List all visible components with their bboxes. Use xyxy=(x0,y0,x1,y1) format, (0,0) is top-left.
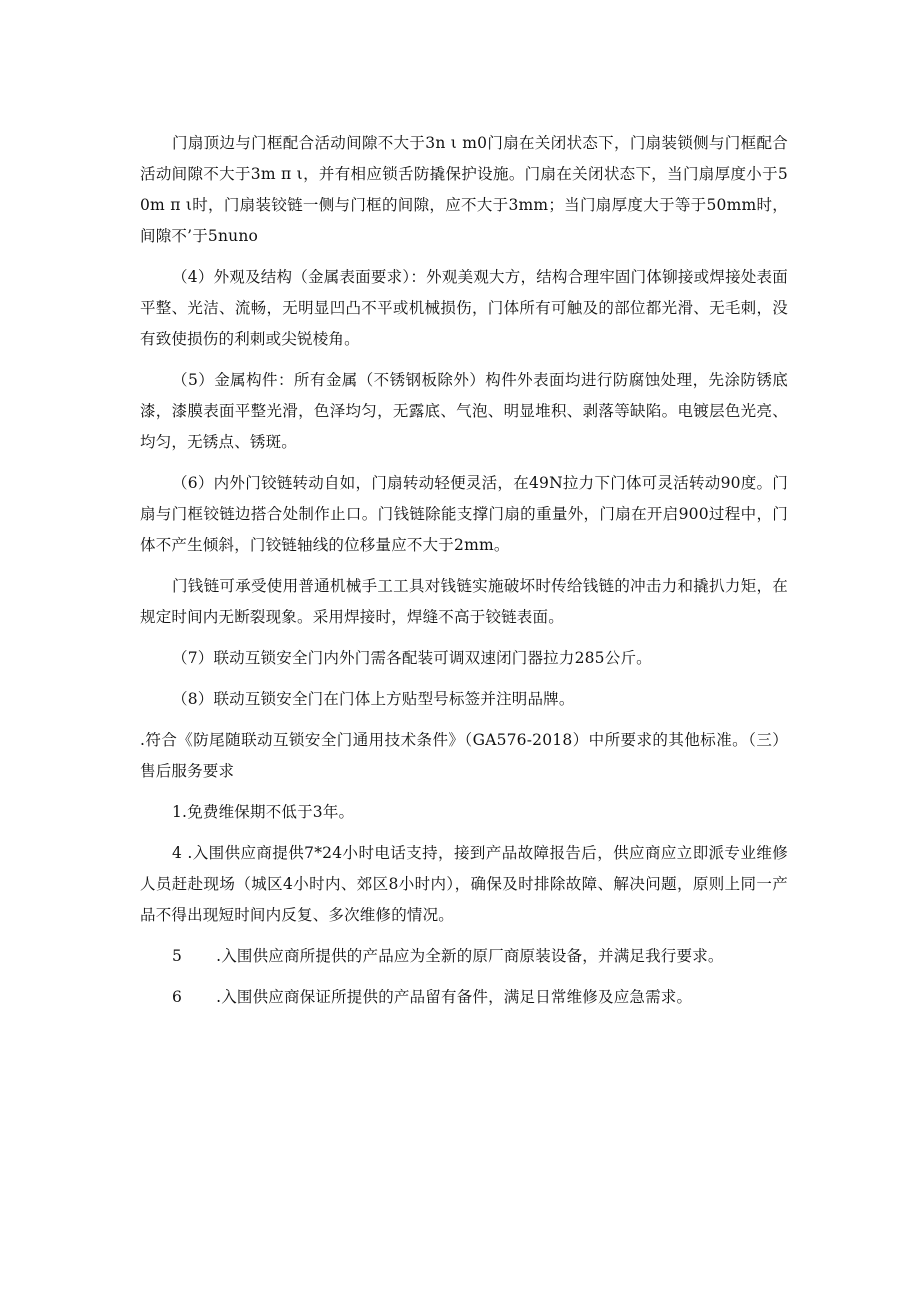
list-item-text: .入围供应商所提供的产品应为全新的原厂商原装设备，并满足我行要求。 xyxy=(216,947,724,965)
paragraph-door-closer: （7）联动互锁安全门内外门需各配装可调双速闭门器拉力285公斤。 xyxy=(172,649,652,667)
list-item xyxy=(140,982,788,1013)
paragraph-warranty: 1.免费维保期不低于3年。 xyxy=(172,803,355,821)
list-item-number: 5 xyxy=(172,947,183,965)
document-page xyxy=(140,128,788,1023)
list-item-text: .入围供应商保证所提供的产品留有备件，满足日常维修及应急需求。 xyxy=(216,988,693,1006)
list-item xyxy=(140,941,788,972)
paragraph-appearance-structure: （4）外观及结构（金属表面要求）：外观美观大方，结构合理牢固门体铆接或焊接处表面平整、光洁、流畅，无明显凹凸不平或机械损伤，门体所有可触及的部位都光滑、无毛刺，没有致使损伤的利刺或尖锐棱角。 xyxy=(140,268,788,348)
paragraph-metal-components: （5）金属构件：所有金属（不锈钢板除外）构件外表面均进行防腐蚀处理，先涂防锈底漆，漆膜表面平整光滑，色泽均匀，无露底、气泡、明显堆积、剥落等缺陷。电镀层色光亮、均匀，无锈点、锈斑。 xyxy=(140,371,788,451)
paragraph-hinge-strength: 门钱链可承受使用普通机械手工工具对钱链实施破坏时传给钱链的冲击力和撬扒力矩，在规定时间内无断裂现象。采用焊接时，焊缝不高于铰链表面。 xyxy=(140,577,788,626)
list-item-number: 6 xyxy=(172,988,183,1006)
paragraph-door-gap: 门扇顶边与门框配合活动间隙不大于3n ι m0门扇在关闭状态下，门扇装锁侧与门框配合活动间隙不大于3m π ι，并有相应锁舌防撬保护设施。门扇在关闭状态下，当门扇厚度小于50m π ι时，门扇装铰链一侧与门框的间隙，应不大于3mm；当门扇厚度大于等于50mm时，间隙不’于5nuno xyxy=(140,134,788,245)
paragraph-standard-compliance: .符合《防尾随联动互锁安全门通用技术条件》（GA576-2018）中所要求的其他标准。（三）售后服务要求 xyxy=(140,731,788,780)
paragraph-hinge-rotation: （6）内外门铰链转动自如，门扇转动轻便灵活，在49N拉力下门体可灵活转动90度。门扇与门框铰链边搭合处制作止口。门钱链除能支撑门扇的重量外，门扇在开启900过程中，门体不产生倾斜，门铰链轴线的位移量应不大于2mm。 xyxy=(140,474,788,554)
paragraph-label: （8）联动互锁安全门在门体上方贴型号标签并注明品牌。 xyxy=(172,690,575,708)
paragraph-support: 4 .入围供应商提供7*24小时电话支持，接到产品故障报告后，供应商应立即派专业维修人员赶赴现场（城区4小时内、郊区8小时内），确保及时排除故障、解决问题，原则上同一产品不得出现短时间内反复、多次维修的情况。 xyxy=(140,844,788,924)
